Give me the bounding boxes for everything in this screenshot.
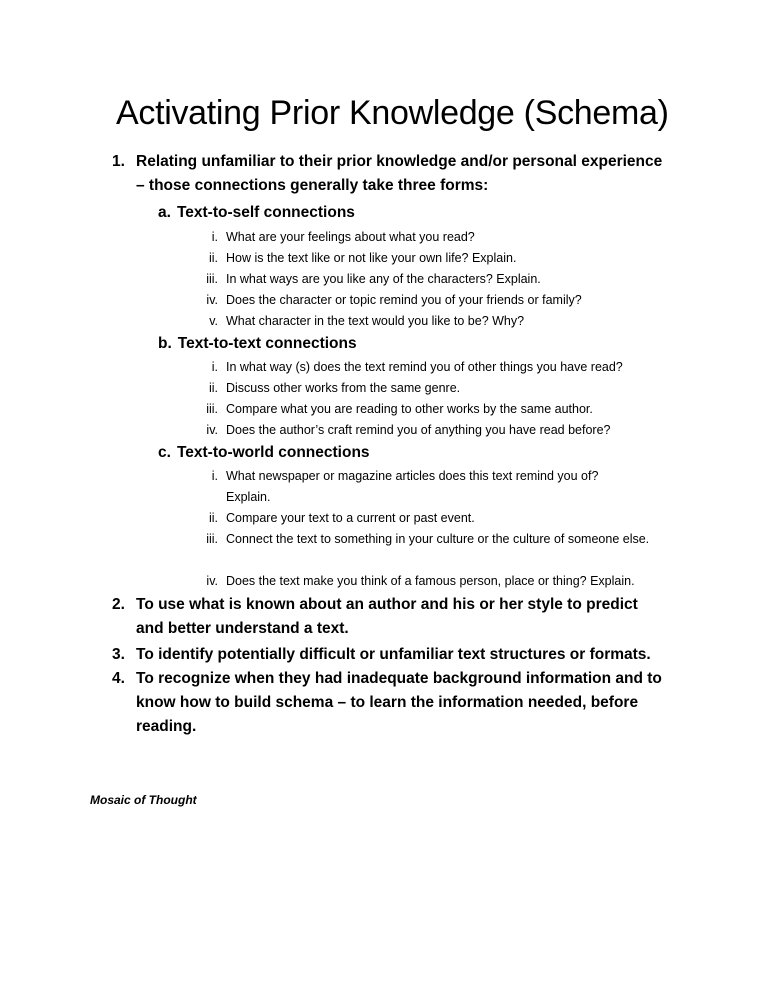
question-item [190,248,660,269]
question-number: iv. [206,574,218,588]
question-item [190,466,630,508]
list-item-number: 2. [112,596,125,613]
list-item-1 [112,150,672,198]
question-text: In what ways are you like any of the characters? Explain. [226,272,541,286]
subsection-letter: c. [158,444,171,461]
question-text: Connect the text to something in your culture or the culture of someone else. [226,532,650,546]
list-item-text: To recognize when they had inadequate background information and to know how to build schema – to learn the information needed, before reading. [136,670,662,735]
question-item [190,420,660,441]
question-text: In what way (s) does the text remind you of other things you have read? [226,360,623,374]
list-item-3 [112,643,668,667]
question-item [190,357,660,378]
question-number: ii. [208,251,218,265]
question-text: Compare what you are reading to other works by the same author. [226,402,593,416]
question-number: iii. [206,402,218,416]
question-number: iii. [206,532,218,546]
question-number: iii. [206,272,218,286]
question-item [190,529,670,550]
subsection-title: Text-to-self connections [176,204,355,221]
subsection-title: Text-to-world connections [176,444,370,461]
question-text: Does the text make you think of a famous person, place or thing? Explain. [226,574,635,588]
list-item-number: 4. [112,670,125,687]
list-item-text: Relating unfamiliar to their prior knowledge and/or personal experience – those connections generally take three forms: [136,153,663,194]
question-number: i. [211,360,218,374]
question-number: v. [209,314,218,328]
subsection-heading-text-to-world [158,442,370,464]
list-item-number: 3. [112,646,125,663]
question-text: Discuss other works from the same genre. [226,381,461,395]
list-item-text: To use what is known about an author and his or her style to predict and better understand a text. [136,596,638,637]
question-item [190,571,690,592]
list-item-2 [112,593,668,641]
subsection-letter: b. [158,335,172,352]
question-number: i. [211,230,218,244]
question-text: Does the author’s craft remind you of anything you have read before? [226,423,611,437]
question-number: i. [211,469,218,483]
question-item [190,269,660,290]
question-text: Does the character or topic remind you of your friends or family? [226,293,582,307]
question-item [190,399,660,420]
subsection-title: Text-to-text connections [177,335,357,352]
question-number: ii. [208,381,218,395]
question-text: What newspaper or magazine articles does this text remind you of? Explain. [226,469,599,504]
question-text: How is the text like or not like your own life? Explain. [226,251,517,265]
list-item-4 [112,667,668,739]
question-number: ii. [208,511,218,525]
question-text: What character in the text would you like to be? Why? [226,314,525,328]
subsection-heading-text-to-self [158,202,355,224]
question-item [190,311,660,332]
question-text: What are your feelings about what you read? [226,230,475,244]
question-item [190,290,660,311]
page-title: Activating Prior Knowledge (Schema) [116,94,669,132]
list-item-number: 1. [112,153,125,170]
question-text: Compare your text to a current or past event. [226,511,475,525]
question-item [190,378,660,399]
question-number: iv. [206,293,218,307]
question-number: iv. [206,423,218,437]
list-item-text: To identify potentially difficult or unfamiliar text structures or formats. [136,646,651,663]
subsection-heading-text-to-text [158,333,357,355]
question-item [190,508,660,529]
source-citation: Mosaic of Thought [90,793,197,807]
question-item [190,227,660,248]
subsection-letter: a. [158,204,171,221]
